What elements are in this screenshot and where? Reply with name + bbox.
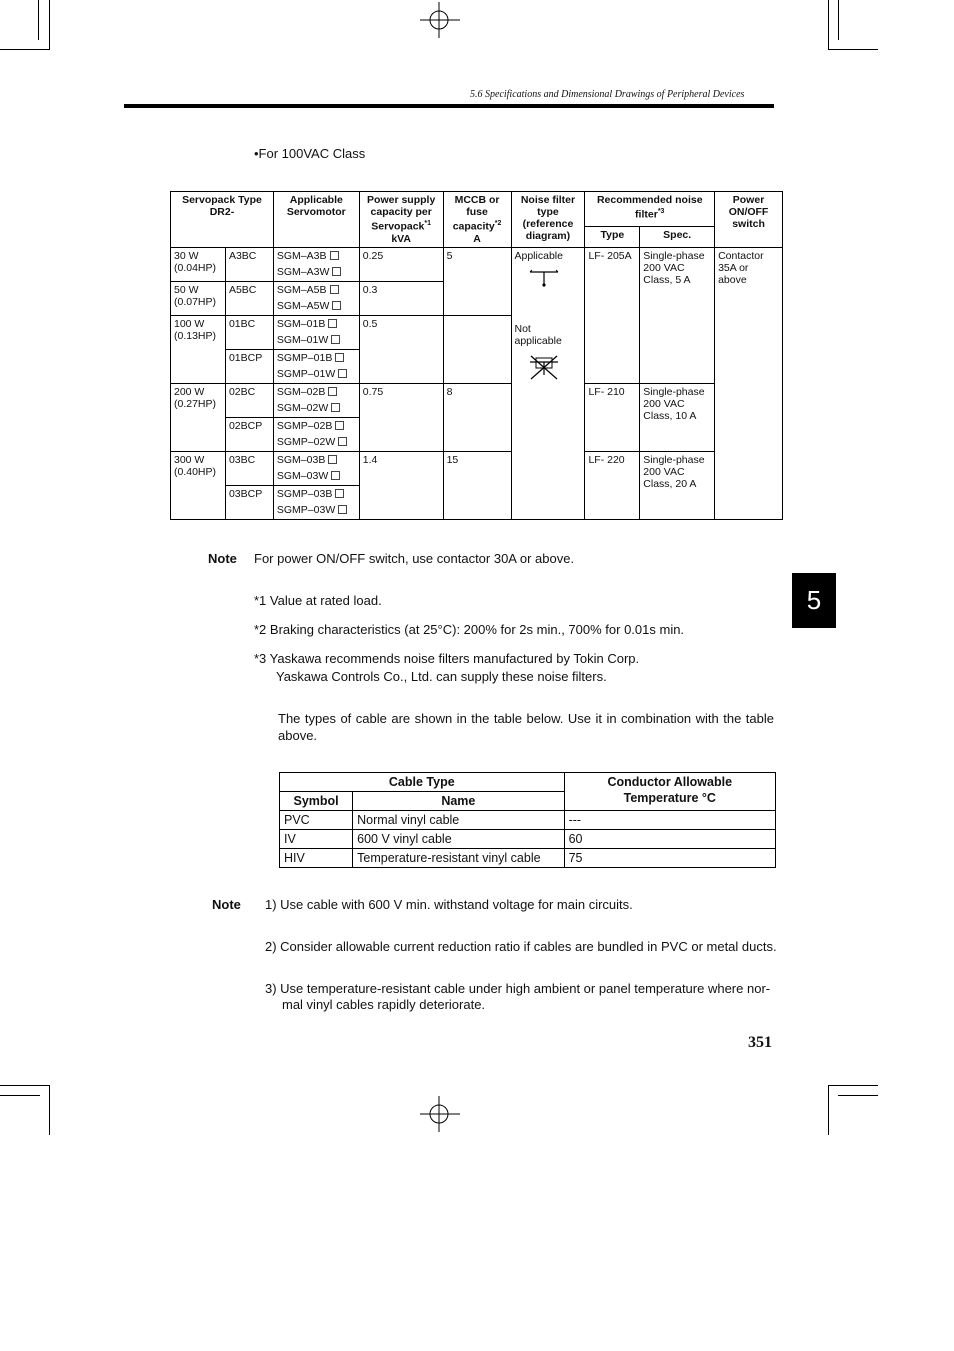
kva-200w: 0.75 <box>359 383 443 451</box>
section-bullet: •For 100VAC Class <box>254 146 366 161</box>
motor-cell: SGM–02B <box>273 383 359 400</box>
registration-mark-bottom-icon <box>420 1096 460 1132</box>
table-row <box>280 830 776 849</box>
cable-symbol: PVC <box>280 811 353 830</box>
header-noise-filter-type: Noise filter type (reference diagram) <box>511 192 585 248</box>
motor-cell: SGMP–01W <box>273 366 359 383</box>
checkbox-placeholder-icon <box>338 437 347 446</box>
header-allowable-temp: Conductor Allowable Temperature °C <box>564 773 775 811</box>
kva-50w: 0.3 <box>359 281 443 315</box>
noise-filter-diagram <box>511 247 585 519</box>
mccb-8: 8 <box>443 383 511 451</box>
noise-filter-applicable-icon <box>529 266 559 288</box>
cable-symbol: HIV <box>280 849 353 868</box>
code-a5bc: A5BC <box>225 281 273 315</box>
checkbox-placeholder-icon <box>338 369 347 378</box>
table-row <box>280 849 776 868</box>
header-cable-type: Cable Type <box>280 773 565 792</box>
registration-mark-top-icon <box>420 2 460 38</box>
motor-cell: SGM–A5B <box>273 281 359 298</box>
chapter-tab: 5 <box>792 573 836 628</box>
code-01bcp: 01BCP <box>225 349 273 383</box>
header-power-switch: Power ON/OFF switch <box>715 192 783 248</box>
header-power-supply: Power supply capacity per Servopack$^{*1}$ kVA <box>359 192 443 248</box>
footnote-3: *3 Yaskawa recommends noise filters manufactured by Tokin Corp. <box>254 651 640 666</box>
running-header: 5.6 Specifications and Dimensional Drawings of Peripheral Devices <box>470 89 745 100</box>
kva-30w: 0.25 <box>359 247 443 281</box>
checkbox-placeholder-icon <box>331 403 340 412</box>
filter-type-3: LF- 220 <box>585 451 640 519</box>
checkbox-placeholder-icon <box>328 319 337 328</box>
capacity-50w: 50 W (0.07HP) <box>171 281 226 315</box>
motor-cell: SGMP–02W <box>273 434 359 451</box>
filter-spec-2: Single-phase 200 VAC Class, 10 A <box>640 383 715 451</box>
motor-cell: SGMP–03W <box>273 502 359 519</box>
checkbox-placeholder-icon <box>330 251 339 260</box>
header-mccb: MCCB or fuse capacity$^{*2}$ A <box>443 192 511 248</box>
cable-temp: --- <box>564 811 775 830</box>
code-03bcp: 03BCP <box>225 485 273 519</box>
note-label: Note <box>208 551 237 566</box>
cable-temp: 75 <box>564 849 775 868</box>
mccb-5: 5 <box>443 247 511 315</box>
page-number: 351 <box>748 1034 772 1051</box>
motor-cell: SGM–03W <box>273 468 359 485</box>
code-a3bc: A3BC <box>225 247 273 281</box>
kva-100w: 0.5 <box>359 315 443 383</box>
header-symbol: Symbol <box>280 792 353 811</box>
checkbox-placeholder-icon <box>332 301 341 310</box>
note-item-1: 1) Use cable with 600 V min. withstand voltage for main circuits. <box>265 897 633 912</box>
checkbox-placeholder-icon <box>328 387 337 396</box>
capacity-100w: 100 W (0.13HP) <box>171 315 226 383</box>
motor-cell: SGM–01B <box>273 315 359 332</box>
capacity-30w: 30 W (0.04HP) <box>171 247 226 281</box>
motor-cell: SGM–02W <box>273 400 359 417</box>
code-03bc: 03BC <box>225 451 273 485</box>
cable-type-table <box>279 772 776 868</box>
header-recommended-filter: Recommended noise filter$^{*3}$ <box>585 192 715 227</box>
noise-not-applicable: Not applicable <box>514 322 562 347</box>
checkbox-placeholder-icon <box>330 285 339 294</box>
motor-cell: SGMP–02B <box>273 417 359 434</box>
header-name: Name <box>353 792 564 811</box>
table-row <box>280 811 776 830</box>
cable-temp: 60 <box>564 830 775 849</box>
cable-name: 600 V vinyl cable <box>353 830 564 849</box>
code-01bc: 01BC <box>225 315 273 349</box>
capacity-300w: 300 W (0.40HP) <box>171 451 226 519</box>
note-item-3-cont: mal vinyl cables rapidly deteriorate. <box>282 997 486 1012</box>
filter-type-2: LF- 210 <box>585 383 640 451</box>
mccb-15: 15 <box>443 451 511 519</box>
cable-name: Normal vinyl cable <box>353 811 564 830</box>
footnote-1: *1 Value at rated load. <box>254 593 382 608</box>
checkbox-placeholder-icon <box>332 267 341 276</box>
checkbox-placeholder-icon <box>331 471 340 480</box>
cable-name: Temperature-resistant vinyl cable <box>353 849 564 868</box>
motor-cell: SGM–A5W <box>273 298 359 315</box>
header-filter-type: Type <box>585 227 640 247</box>
kva-300w: 1.4 <box>359 451 443 519</box>
motor-cell: SGM–A3W <box>273 264 359 281</box>
noise-applicable: Applicable <box>514 249 563 262</box>
code-02bcp: 02BCP <box>225 417 273 451</box>
filter-spec-3: Single-phase 200 VAC Class, 20 A <box>640 451 715 519</box>
cable-intro-paragraph: The types of cable are shown in the table below. Use it in combination with the table above. <box>278 711 774 743</box>
noise-filter-not-applicable-icon <box>529 355 559 381</box>
checkbox-placeholder-icon <box>335 353 344 362</box>
note-item-3: 3) Use temperature-resistant cable under high ambient or panel temperature where nor- <box>265 981 771 996</box>
checkbox-placeholder-icon <box>335 489 344 498</box>
header-servomotor: Applicable Servomotor <box>273 192 359 248</box>
checkbox-placeholder-icon <box>335 421 344 430</box>
header-filter-spec: Spec. <box>640 227 715 247</box>
power-switch-cell: Contactor 35A or above <box>715 247 783 519</box>
header-servopack: Servopack Type DR2- <box>171 192 274 248</box>
footnote-3-cont: Yaskawa Controls Co., Ltd. can supply these noise filters. <box>276 669 607 684</box>
filter-type-1: LF- 205A <box>585 247 640 383</box>
motor-cell: SGMP–03B <box>273 485 359 502</box>
filter-spec-1: Single-phase 200 VAC Class, 5 A <box>640 247 715 383</box>
checkbox-placeholder-icon <box>328 455 337 464</box>
note-item-2: 2) Consider allowable current reduction ratio if cables are bundled in PVC or metal ducts. <box>265 939 777 954</box>
motor-cell: SGM–A3B <box>273 247 359 264</box>
code-02bc: 02BC <box>225 383 273 417</box>
motor-cell: SGM–01W <box>273 332 359 349</box>
footnote-2: *2 Braking characteristics (at 25°C): 200% for 2s min., 700% for 0.01s min. <box>254 622 685 637</box>
motor-cell: SGMP–01B <box>273 349 359 366</box>
capacity-200w: 200 W (0.27HP) <box>171 383 226 451</box>
checkbox-placeholder-icon <box>338 505 347 514</box>
servopack-table <box>170 191 783 520</box>
note-label-2: Note <box>212 897 241 912</box>
note-text: For power ON/OFF switch, use contactor 30A or above. <box>254 551 575 566</box>
checkbox-placeholder-icon <box>331 335 340 344</box>
cable-symbol: IV <box>280 830 353 849</box>
header-rule <box>124 104 774 108</box>
motor-cell: SGM–03B <box>273 451 359 468</box>
